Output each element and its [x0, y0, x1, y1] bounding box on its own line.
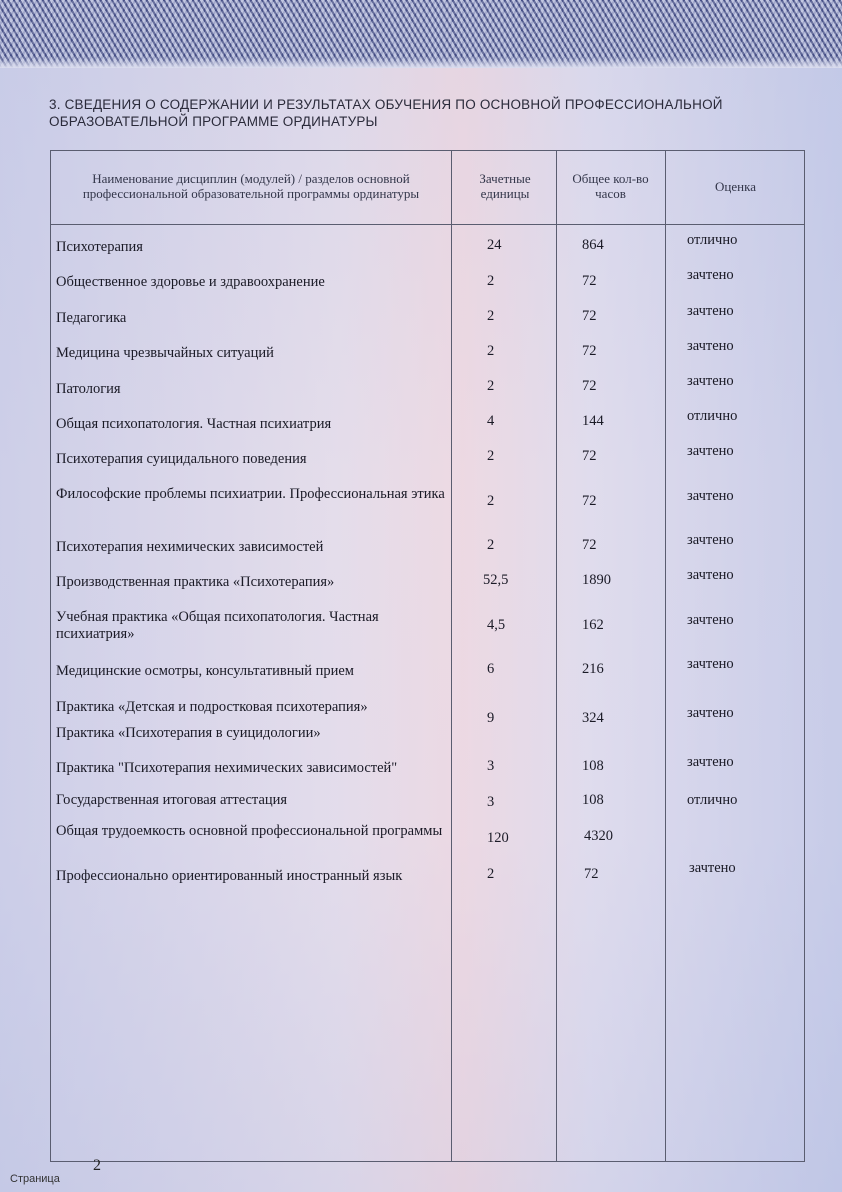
- discipline-name: Философские проблемы психиатрии. Профессиональная этика: [56, 486, 445, 502]
- hours-value: 72: [582, 273, 597, 289]
- grade-value: отлично: [687, 408, 738, 424]
- grade-value: зачтено: [687, 488, 734, 504]
- grade-value: зачтено: [687, 567, 734, 583]
- credits-value: 2: [487, 343, 495, 359]
- discipline-name: Учебная практика «Общая психопатология. Частная психиатрия»: [56, 609, 379, 642]
- credits-value: 2: [487, 866, 495, 882]
- discipline-name: Практика «Психотерапия в суицидологии»: [56, 725, 321, 741]
- header-bottom-border: [50, 224, 805, 225]
- grade-value: зачтено: [687, 656, 734, 672]
- hours-value: 72: [582, 448, 597, 464]
- grade-value: зачтено: [687, 303, 734, 319]
- discipline-name: Психотерапия суицидального поведения: [56, 451, 307, 467]
- hours-value: 72: [582, 378, 597, 394]
- credits-value: 4: [487, 413, 495, 429]
- hours-value: 108: [582, 792, 604, 808]
- hours-value: 324: [582, 710, 604, 726]
- discipline-name: Практика "Психотерапия нехимических зависимостей": [56, 760, 398, 776]
- grade-value: зачтено: [687, 705, 734, 721]
- credits-value: 2: [487, 537, 495, 553]
- credits-value: 6: [487, 661, 495, 677]
- hours-value: 72: [584, 866, 599, 882]
- column-divider: [451, 150, 452, 1162]
- discipline-name: Психотерапия нехимических зависимостей: [56, 539, 324, 555]
- discipline-name: Государственная итоговая аттестация: [56, 792, 288, 808]
- grade-value: зачтено: [689, 860, 736, 876]
- hours-value: 4320: [584, 828, 613, 844]
- hours-value: 72: [582, 537, 597, 553]
- grade-value: отлично: [687, 232, 738, 248]
- credits-value: 24: [487, 237, 502, 253]
- header-discipline: Наименование дисциплин (модулей) / разделов основной профессиональной образовательной программы ординатуры: [82, 171, 420, 201]
- hours-value: 72: [582, 493, 597, 509]
- credits-value: 2: [487, 493, 495, 509]
- credits-value: 9: [487, 710, 495, 726]
- hours-value: 72: [582, 343, 597, 359]
- table-left-border: [50, 150, 51, 1162]
- credits-value: 2: [487, 448, 495, 464]
- hours-value: 72: [582, 308, 597, 324]
- hours-value: 162: [582, 617, 604, 633]
- section-title: 3. СВЕДЕНИЯ О СОДЕРЖАНИИ И РЕЗУЛЬТАТАХ ОБУЧЕНИЯ ПО ОСНОВНОЙ ПРОФЕССИОНАЛЬНОЙ ОБРАЗОВАТЕЛЬНОЙ ПРОГРАММЕ ОРДИНАТУРЫ: [49, 97, 723, 129]
- discipline-name: Медицина чрезвычайных ситуаций: [56, 345, 274, 361]
- grade-value: отлично: [687, 792, 738, 808]
- discipline-name: Профессионально ориентированный иностранный язык: [56, 868, 403, 884]
- hours-value: 1890: [582, 572, 611, 588]
- discipline-name: Общая психопатология. Частная психиатрия: [56, 416, 332, 432]
- grade-value: зачтено: [687, 443, 734, 459]
- table-top-border: [50, 150, 805, 151]
- header-hours: Общее кол-во часов: [572, 171, 649, 201]
- table-right-border: [804, 150, 805, 1162]
- discipline-name: Психотерапия: [56, 239, 143, 255]
- credits-value: 4,5: [487, 617, 506, 633]
- guilloche-border: [0, 0, 842, 68]
- hours-value: 864: [582, 237, 604, 253]
- header-grade: Оценка: [715, 178, 756, 194]
- discipline-name: Общая трудоемкость основной профессиональной программы: [56, 823, 443, 839]
- discipline-name: Общественное здоровье и здравоохранение: [56, 274, 325, 290]
- discipline-name: Производственная практика «Психотерапия»: [56, 574, 335, 590]
- hours-value: 108: [582, 758, 604, 774]
- credits-value: 120: [487, 830, 509, 846]
- page-number: 2: [93, 1157, 101, 1174]
- credits-value: 3: [487, 794, 495, 810]
- grade-value: зачтено: [687, 532, 734, 548]
- discipline-name: Патология: [56, 381, 121, 397]
- discipline-name: Педагогика: [56, 310, 127, 326]
- column-divider: [665, 150, 666, 1162]
- grade-value: зачтено: [687, 754, 734, 770]
- credits-value: 2: [487, 378, 495, 394]
- grade-value: зачтено: [687, 267, 734, 283]
- credits-value: 52,5: [483, 572, 509, 588]
- grade-value: зачтено: [687, 612, 734, 628]
- grade-value: зачтено: [687, 373, 734, 389]
- credits-value: 2: [487, 273, 495, 289]
- discipline-name: Практика «Детская и подростковая психотерапия»: [56, 699, 368, 715]
- column-divider: [556, 150, 557, 1162]
- hours-value: 216: [582, 661, 604, 677]
- table-bottom-border: [50, 1161, 805, 1162]
- hours-value: 144: [582, 413, 604, 429]
- page-label: Страница: [10, 1173, 60, 1185]
- header-credits: Зачетные единицы: [479, 171, 531, 201]
- discipline-name: Медицинские осмотры, консультативный прием: [56, 663, 354, 679]
- credits-value: 2: [487, 308, 495, 324]
- credits-value: 3: [487, 758, 495, 774]
- grade-value: зачтено: [687, 338, 734, 354]
